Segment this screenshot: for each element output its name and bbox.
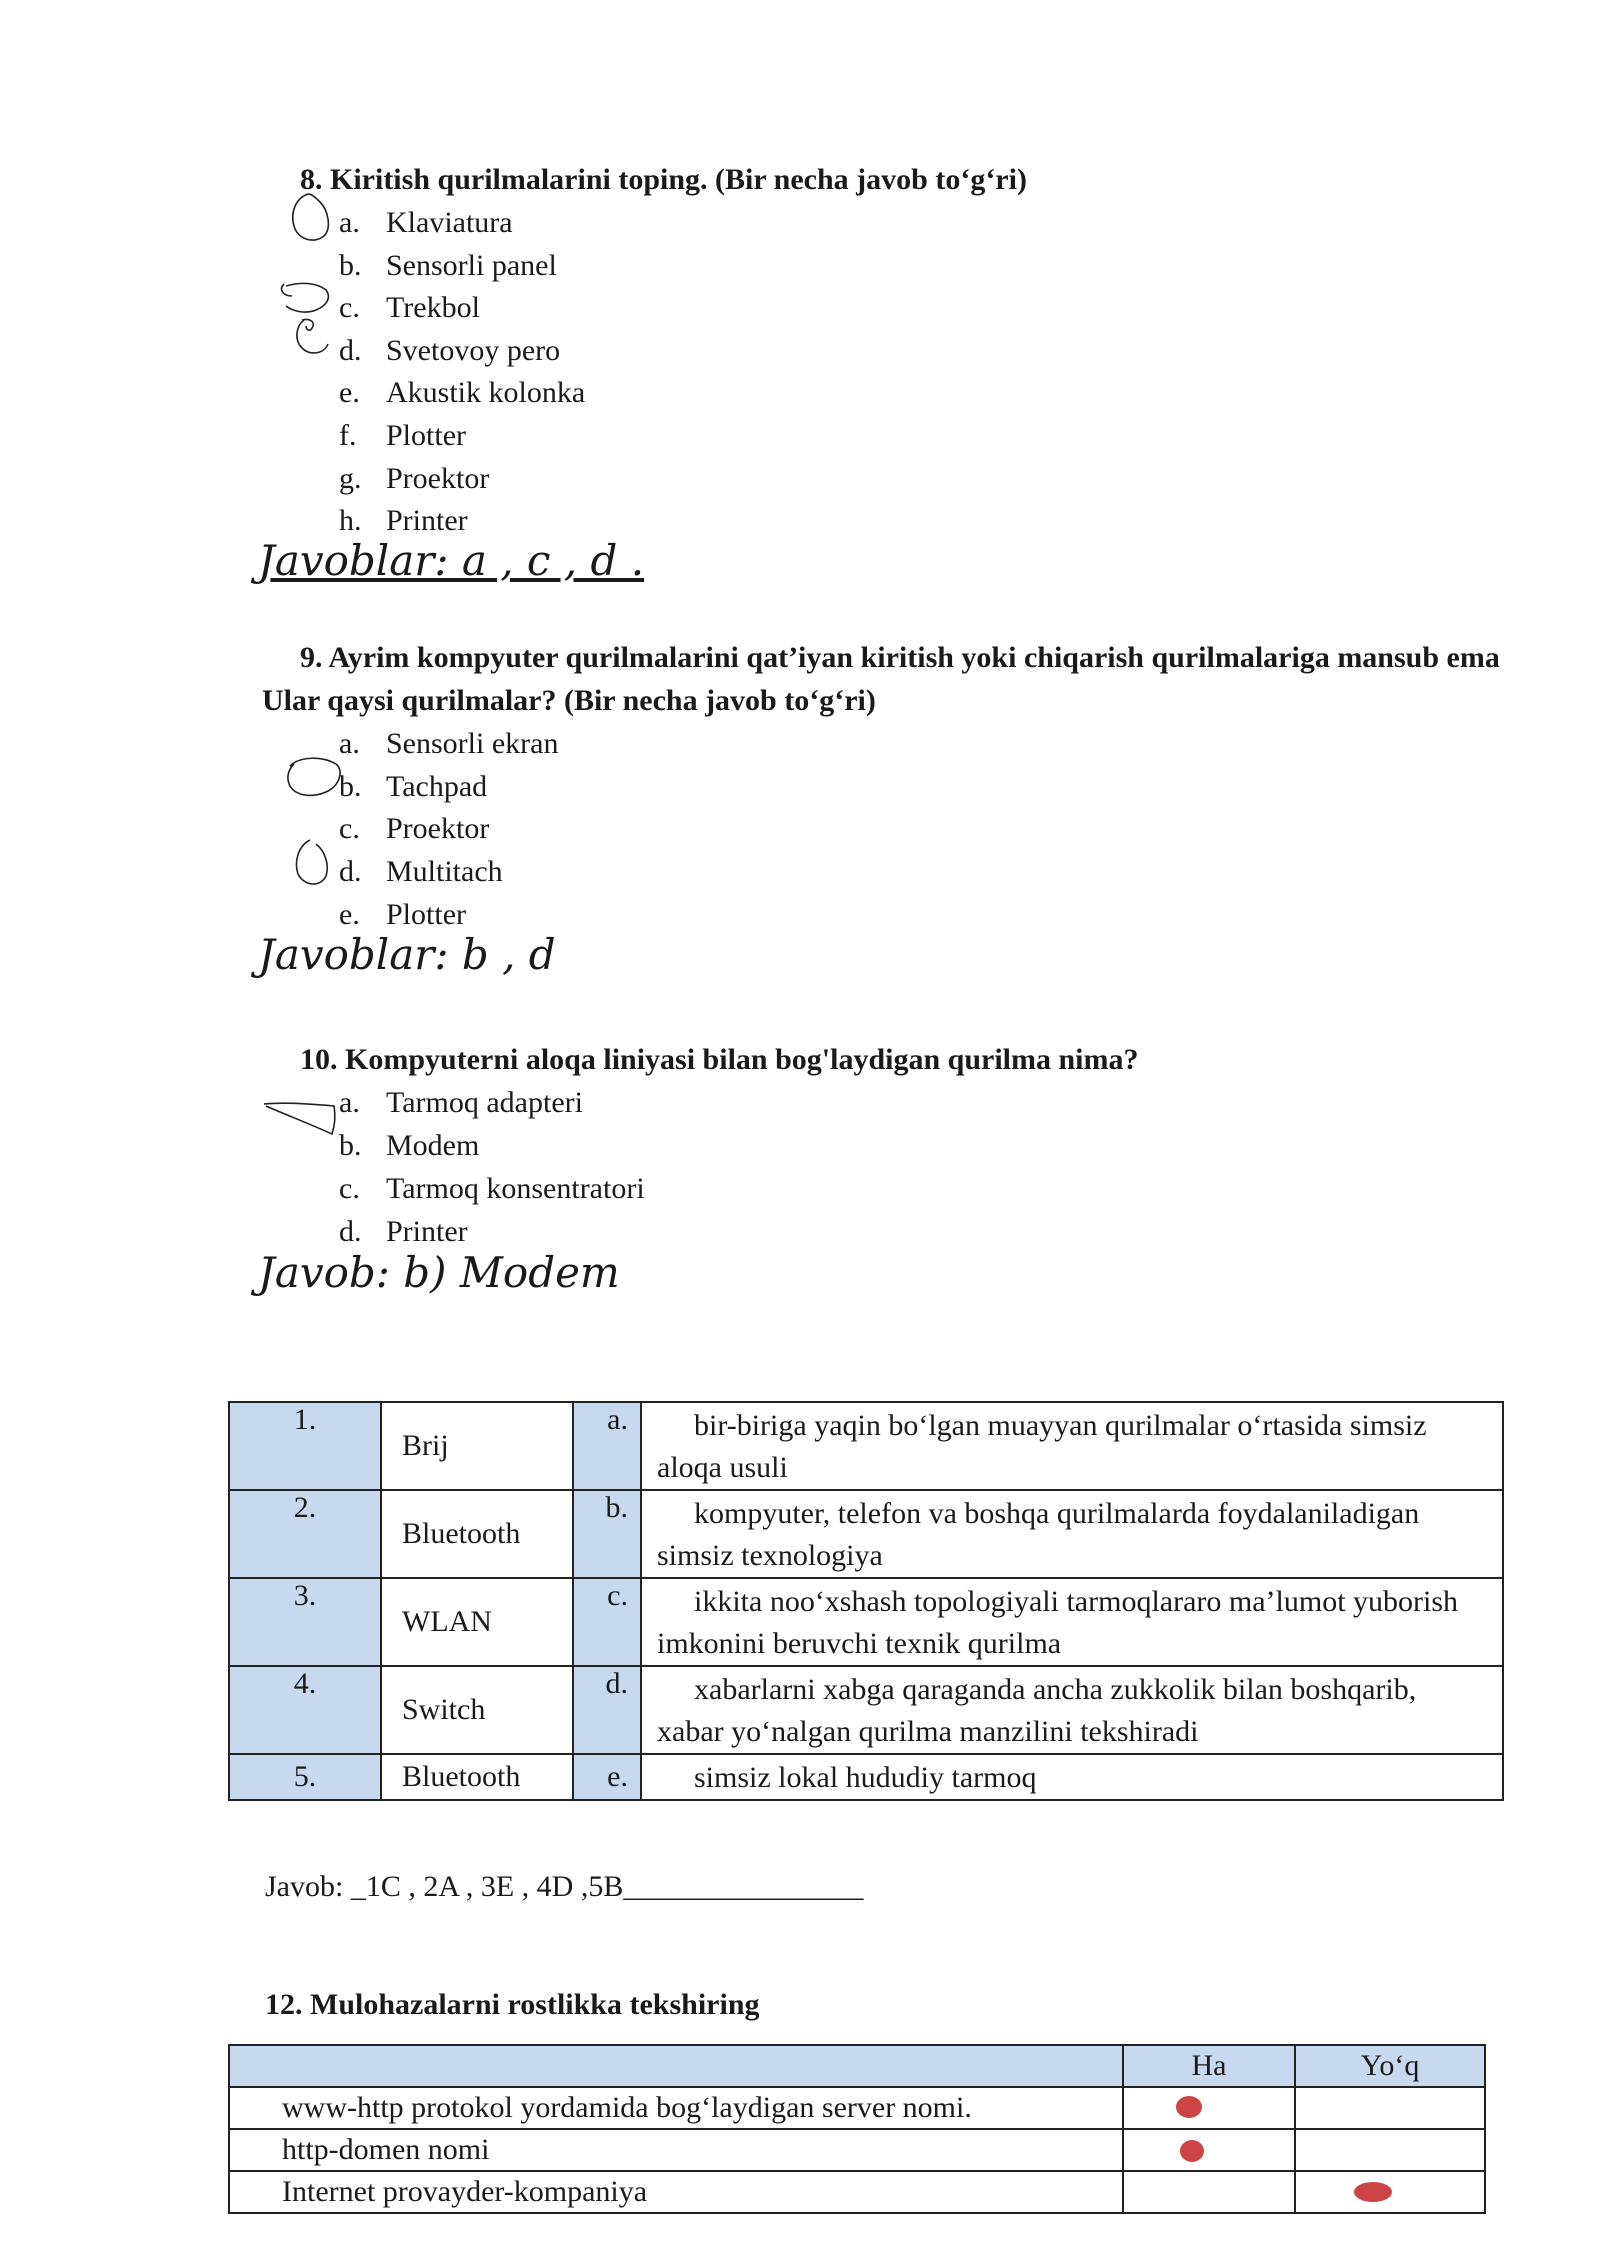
question-10-title: 10. Kompyuterni aloqa liniyasi bilan bog'laydigan qurilma nima? xyxy=(300,1043,1139,1076)
definition-cell: kompyuter, telefon va boshqa qurilmalarda foydalaniladigan simsiz texnologiya xyxy=(641,1490,1503,1578)
ha-cell[interactable] xyxy=(1123,2171,1295,2213)
yoq-cell[interactable] xyxy=(1295,2129,1485,2171)
definition-cell: bir-biriga yaqin bo‘lgan muayyan qurilmalar o‘rtasida simsiz aloqa usuli xyxy=(641,1402,1503,1490)
handwritten-circle-mark xyxy=(288,190,336,246)
term-cell: WLAN xyxy=(381,1578,573,1666)
table-header-row xyxy=(229,2045,1485,2087)
table-row xyxy=(229,2171,1485,2213)
header-ha: Ha xyxy=(1123,2045,1295,2087)
term-cell: Bluetooth xyxy=(381,1490,573,1578)
definition-cell: ikkita noo‘xshash topologiyali tarmoqlararo ma’lumot yuborish imkonini beruvchi texnik qurilma xyxy=(641,1578,1503,1666)
row-number: 3. xyxy=(229,1578,381,1666)
handwritten-circle-mark xyxy=(282,752,346,802)
red-dot-mark xyxy=(1176,2096,1202,2118)
definition-cell: simsiz lokal hududiy tarmoq xyxy=(641,1754,1503,1800)
question-12-title: 12. Mulohazalarni rostlikka tekshiring xyxy=(265,1988,760,2021)
table-row xyxy=(229,1754,1503,1800)
red-dot-mark xyxy=(1354,2182,1392,2202)
q10-answer: Javob: b) Modem xyxy=(258,1248,620,1297)
yoq-cell[interactable] xyxy=(1295,2171,1485,2213)
table-row xyxy=(229,1490,1503,1578)
table-row xyxy=(229,1402,1503,1490)
statement-cell: www-http protokol yordamida bog‘laydigan server nomi. xyxy=(229,2087,1123,2129)
handwritten-circle-mark xyxy=(290,314,334,358)
ha-cell[interactable] xyxy=(1123,2129,1295,2171)
letter-cell: e. xyxy=(573,1754,641,1800)
statement-cell: http-domen nomi xyxy=(229,2129,1123,2171)
handwritten-circle-mark xyxy=(290,836,334,890)
definition-cell: xabarlarni xabga qaraganda ancha zukkolik bilan boshqarib, xabar yo‘nalgan qurilma manzilini tekshiradi xyxy=(641,1666,1503,1754)
statement-cell: Internet provayder-kompaniya xyxy=(229,2171,1123,2213)
handwritten-circle-mark xyxy=(260,1098,340,1138)
q8-answer: Javoblar: a , c , d . xyxy=(258,536,645,585)
matching-table xyxy=(228,1401,1504,1801)
row-number: 5. xyxy=(229,1754,381,1800)
question-9-title-line1: 9. Ayrim kompyuter qurilmalarini qat’iyan kiritish yoki chiqarish qurilmalariga mansub ema xyxy=(300,641,1500,674)
letter-cell: b. xyxy=(573,1490,641,1578)
q9-answer: Javoblar: b , d xyxy=(258,930,556,979)
q11-answer: Javob: _1C , 2A , 3E , 4D ,5B________________ xyxy=(265,1870,864,1903)
table-row xyxy=(229,1666,1503,1754)
row-number: 1. xyxy=(229,1402,381,1490)
term-cell: Switch xyxy=(381,1666,573,1754)
question-9-title-line2: Ular qaysi qurilmalar? (Bir necha javob to‘g‘ri) xyxy=(262,684,876,717)
letter-cell: a. xyxy=(573,1402,641,1490)
ha-cell[interactable] xyxy=(1123,2087,1295,2129)
question-8-title: 8. Kiritish qurilmalarini toping. (Bir necha javob to‘g‘ri) xyxy=(300,163,1027,196)
letter-cell: d. xyxy=(573,1666,641,1754)
header-yoq: Yo‘q xyxy=(1295,2045,1485,2087)
table-row xyxy=(229,2087,1485,2129)
term-cell: Brij xyxy=(381,1402,573,1490)
term-cell: Bluetooth xyxy=(381,1754,573,1800)
table-row xyxy=(229,1578,1503,1666)
row-number: 4. xyxy=(229,1666,381,1754)
yoq-cell[interactable] xyxy=(1295,2087,1485,2129)
table-row xyxy=(229,2129,1485,2171)
header-blank-cell xyxy=(229,2045,1123,2087)
letter-cell: c. xyxy=(573,1578,641,1666)
true-false-table xyxy=(228,2044,1486,2214)
red-dot-mark xyxy=(1180,2140,1204,2162)
row-number: 2. xyxy=(229,1490,381,1578)
